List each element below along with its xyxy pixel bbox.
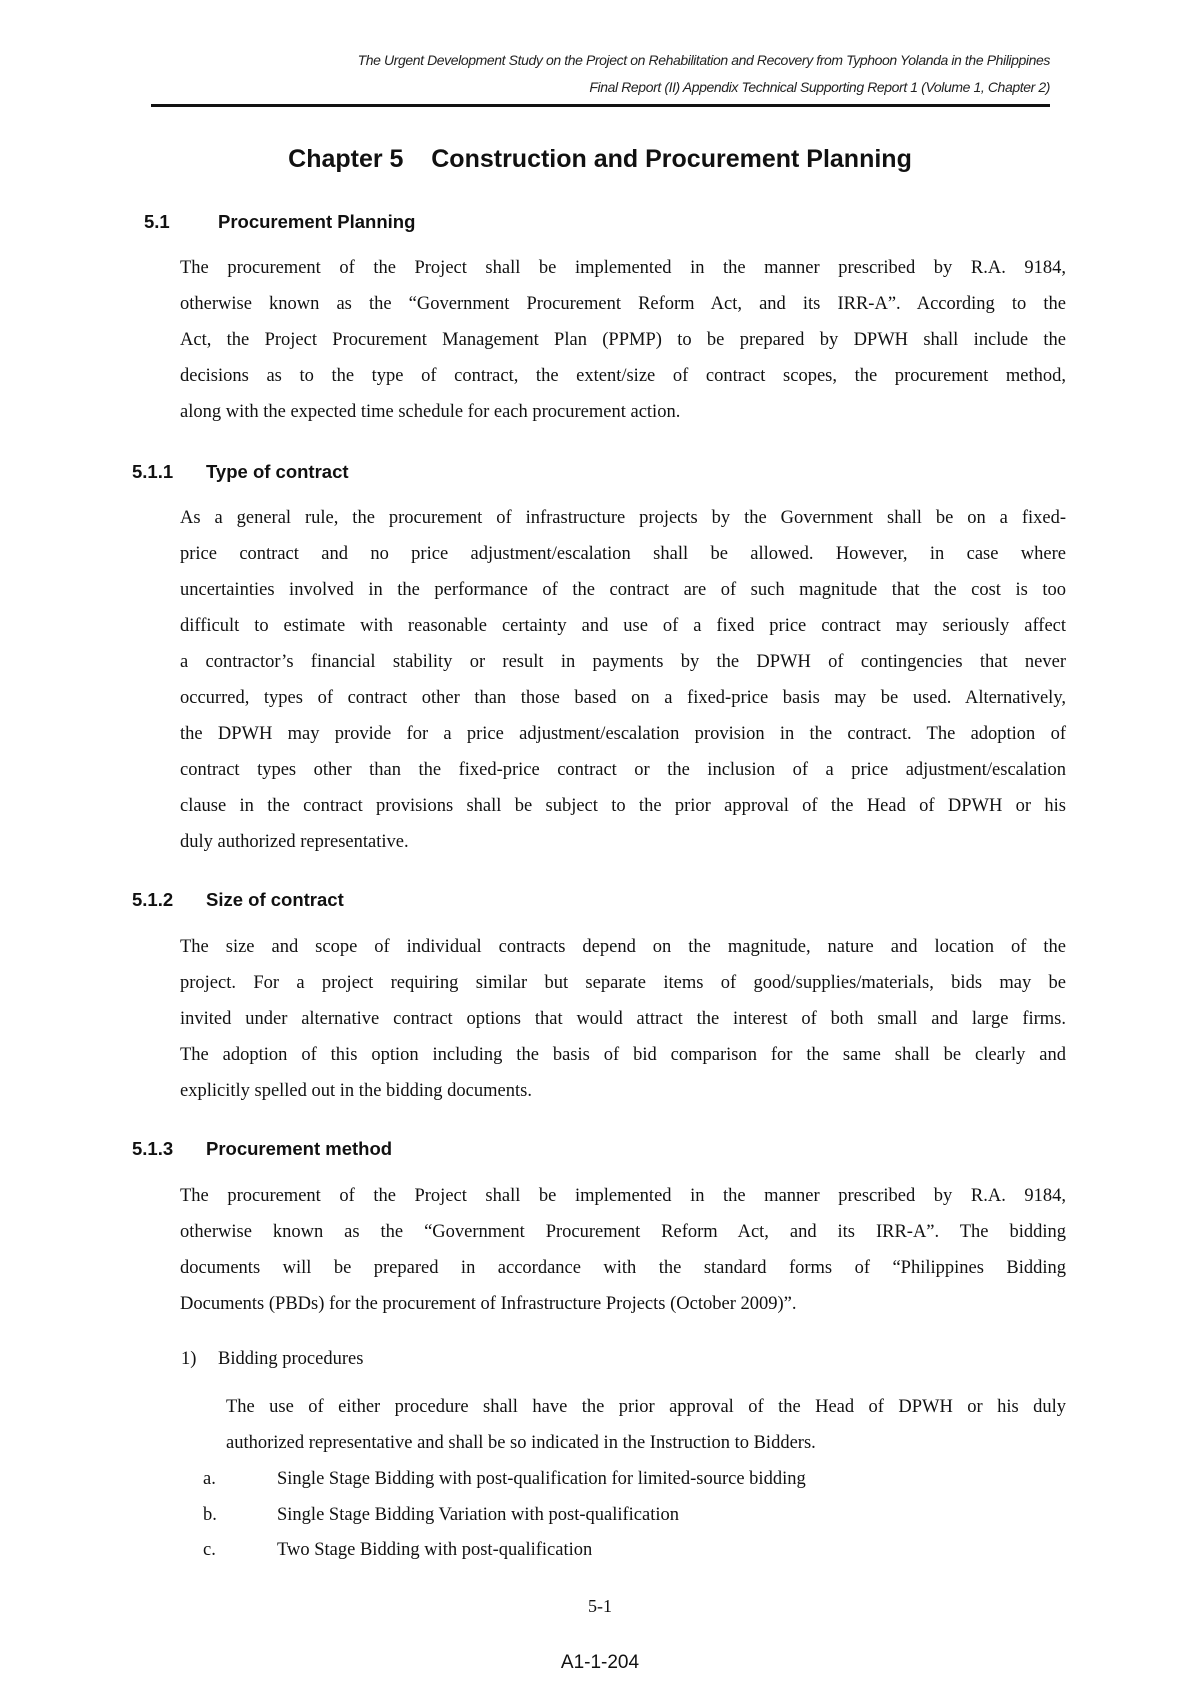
section-number: 5.1.1 <box>132 461 174 482</box>
paragraph <box>180 929 1066 1109</box>
paragraph <box>180 500 1066 860</box>
page-number: 5-1 <box>588 1596 612 1616</box>
paragraph-line: The procurement of the Project shall be implemented in the manner prescribed by R.A. 9184, <box>180 1186 1066 1206</box>
chapter-title: Chapter 5 Construction and Procurement Planning <box>288 145 912 173</box>
paragraph-line: invited under alternative contract options that would attract the interest of both small and large firms. <box>180 1009 1066 1029</box>
paragraph-line: documents will be prepared in accordance with the standard forms of “Philippines Bidding <box>180 1258 1066 1278</box>
paragraph-line: The adoption of this option including the basis of bid comparison for the same shall be clearly and <box>180 1045 1066 1065</box>
document-page-code: A1-1-204 <box>560 1652 640 1673</box>
section-heading-5-1-2 <box>0 887 1188 913</box>
paragraph-line: uncertainties involved in the performance of the contract are of such magnitude that the cost is too <box>180 580 1066 600</box>
paragraph-line: otherwise known as the “Government Procurement Reform Act, and its IRR-A”. The bidding <box>180 1222 1066 1242</box>
section-number: 5.1.3 <box>132 1138 174 1159</box>
paragraph-line: Documents (PBDs) for the procurement of Infrastructure Projects (October 2009)”. <box>180 1294 797 1314</box>
paragraph <box>226 1389 1066 1461</box>
paragraph-line: the DPWH may provide for a price adjustment/escalation provision in the contract. The adoption of <box>180 724 1066 744</box>
section-number: 5.1.2 <box>132 889 174 910</box>
list-marker: c. <box>203 1540 216 1560</box>
section-heading-5-1-1 <box>0 459 1188 485</box>
list-marker: b. <box>203 1505 217 1525</box>
section-number: 5.1 <box>144 211 170 232</box>
paragraph-line: difficult to estimate with reasonable certainty and use of a fixed price contract may seriously affect <box>180 616 1066 636</box>
paragraph-line: price contract and no price adjustment/escalation shall be allowed. However, in case where <box>180 544 1066 564</box>
paragraph-line: duly authorized representative. <box>180 832 409 852</box>
section-heading-5-1-3 <box>0 1136 1188 1162</box>
list-text: Single Stage Bidding with post-qualification for limited-source bidding <box>277 1469 806 1489</box>
paragraph-line: occurred, types of contract other than those based on a fixed-price basis may be used. Alternatively, <box>180 688 1066 708</box>
section-heading-5-1 <box>0 209 1200 235</box>
paragraph-line: along with the expected time schedule for each procurement action. <box>180 402 681 422</box>
paragraph-line: project. For a project requiring similar but separate items of good/supplies/materials, bids may be <box>180 973 1066 993</box>
list-marker: a. <box>203 1469 216 1489</box>
paragraph <box>180 1178 1066 1322</box>
paragraph-line: contract types other than the fixed-price contract or the inclusion of a price adjustment/escalation <box>180 760 1066 780</box>
section-title: Procurement method <box>206 1138 393 1159</box>
paragraph-line: Act, the Project Procurement Management Plan (PPMP) to be prepared by DPWH shall include the <box>180 330 1066 350</box>
running-header-title: The Urgent Development Study on the Project on Rehabilitation and Recovery from Typhoon Yolanda in the Philippines <box>357 52 1050 68</box>
paragraph-line: The use of either procedure shall have the prior approval of the Head of DPWH or his duly <box>226 1397 1066 1417</box>
header-rule <box>151 104 1050 107</box>
section-title: Type of contract <box>206 461 349 482</box>
section-title: Procurement Planning <box>218 211 416 232</box>
paragraph-line: otherwise known as the “Government Procurement Reform Act, and its IRR-A”. According to the <box>180 294 1066 314</box>
paragraph-line: authorized representative and shall be so indicated in the Instruction to Bidders. <box>226 1433 816 1453</box>
paragraph-line: The procurement of the Project shall be implemented in the manner prescribed by R.A. 9184, <box>180 258 1066 278</box>
subheading-title: Bidding procedures <box>218 1349 364 1369</box>
running-header-subtitle: Final Report (II) Appendix Technical Supporting Report 1 (Volume 1, Chapter 2) <box>589 79 1050 95</box>
paragraph-line: As a general rule, the procurement of infrastructure projects by the Government shall be on a fixed- <box>180 508 1066 528</box>
paragraph-line: a contractor’s financial stability or result in payments by the DPWH of contingencies that never <box>180 652 1066 672</box>
paragraph-line: decisions as to the type of contract, the extent/size of contract scopes, the procurement method, <box>180 366 1066 386</box>
list-text: Two Stage Bidding with post-qualification <box>277 1540 593 1560</box>
subheading-marker: 1) <box>181 1349 197 1369</box>
section-title: Size of contract <box>206 889 344 910</box>
paragraph-line: explicitly spelled out in the bidding documents. <box>180 1081 532 1101</box>
paragraph-line: The size and scope of individual contracts depend on the magnitude, nature and location of the <box>180 937 1066 957</box>
paragraph-line: clause in the contract provisions shall be subject to the prior approval of the Head of DPWH or his <box>180 796 1066 816</box>
list-text: Single Stage Bidding Variation with post-qualification <box>277 1505 679 1525</box>
paragraph <box>180 250 1066 430</box>
